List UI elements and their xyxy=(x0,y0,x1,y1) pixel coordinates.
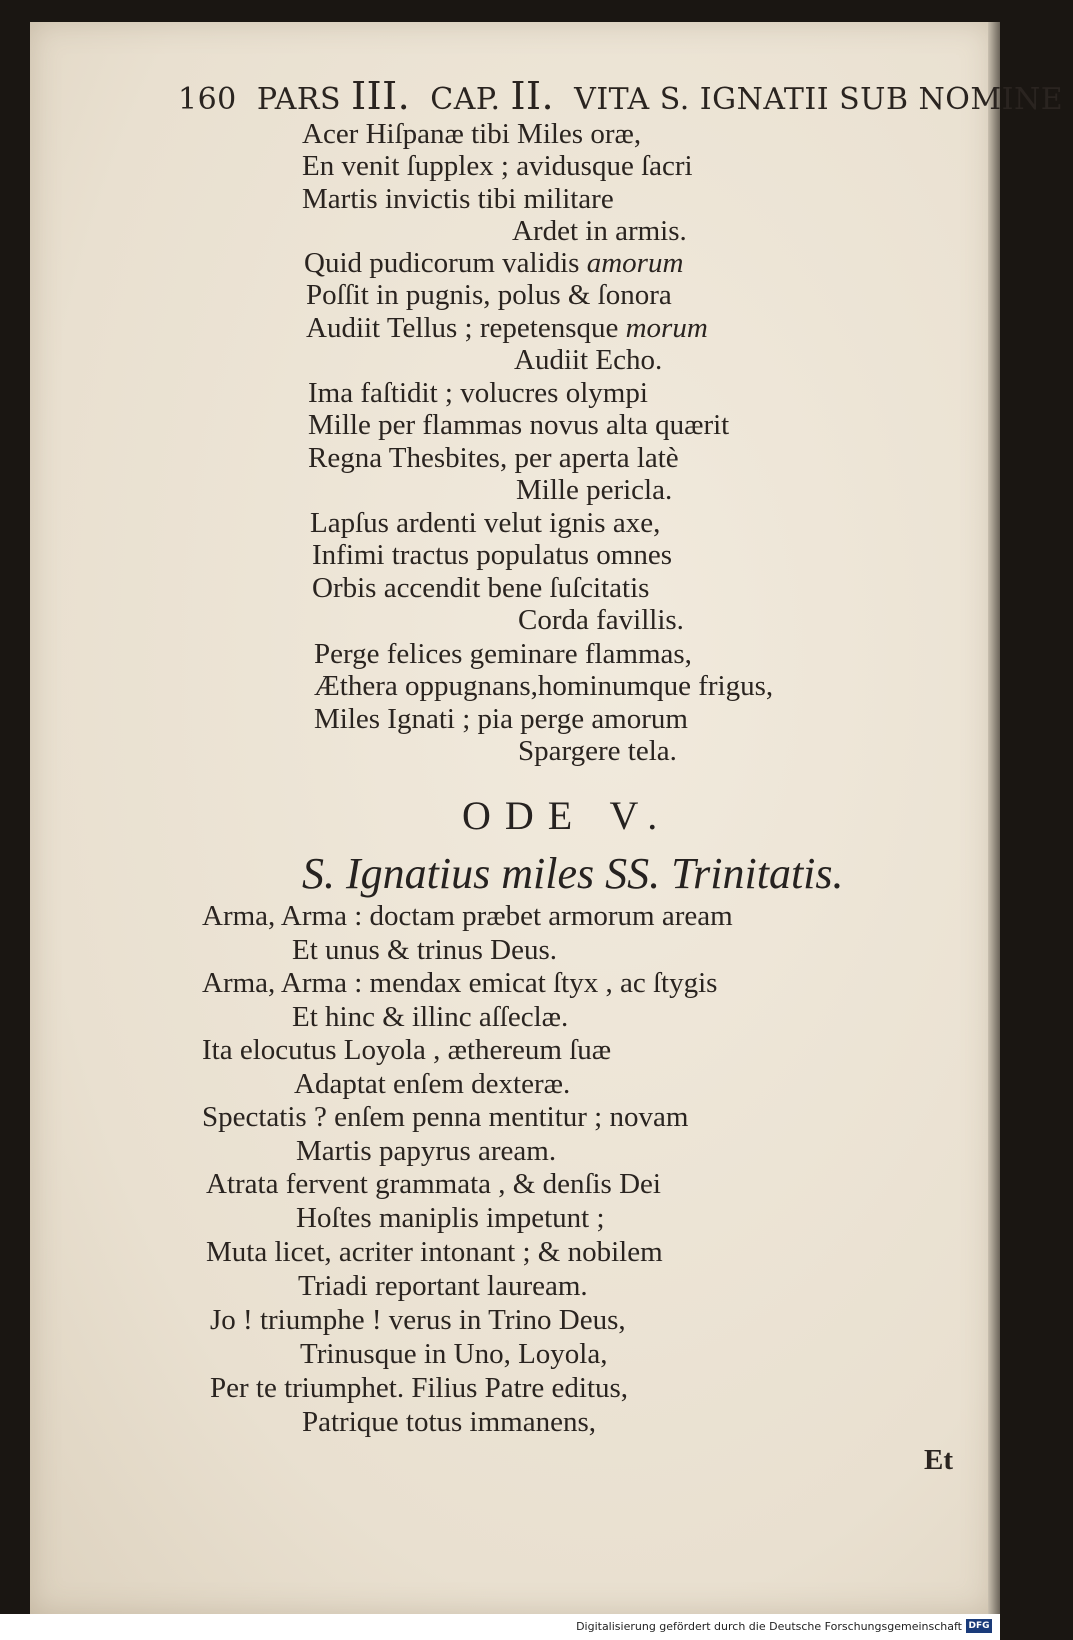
cap-label: CAP. xyxy=(430,82,501,117)
verse-line: Lapſus ardenti velut ignis axe, xyxy=(310,507,661,539)
verse-line: Martis invictis tibi militare xyxy=(302,183,614,215)
verse-line: Ardet in armis. xyxy=(512,215,687,247)
verse-line: Spargere tela. xyxy=(518,735,677,767)
verse-line: Orbis accendit bene ſuſcitatis xyxy=(312,572,650,604)
ode-line: Trinusque in Uno, Loyola, xyxy=(300,1338,608,1370)
dfg-logo: DFG xyxy=(966,1619,992,1633)
verse-line: Infimi tractus populatus omnes xyxy=(312,539,673,571)
verse-line: Regna Thesbites, per aperta latè xyxy=(308,442,679,474)
ode-line: Patrique totus immanens, xyxy=(302,1406,596,1438)
ode-line: Adaptat enſem dexteræ. xyxy=(294,1068,571,1100)
cap-number: II. xyxy=(510,74,555,118)
verse-line: En venit ſupplex ; avidusque ſacri xyxy=(302,150,693,182)
ode-line: Spectatis ? enſem penna mentitur ; novam xyxy=(202,1101,689,1133)
verse-line: Corda favillis. xyxy=(518,604,684,636)
verse-line: Audiit Echo. xyxy=(514,344,663,376)
ode-line: Jo ! triumphe ! verus in Trino Deus, xyxy=(210,1304,626,1336)
pars-label: PARS xyxy=(256,82,342,117)
ode-line: Hoſtes maniplis impetunt ; xyxy=(296,1202,605,1234)
footer-bar xyxy=(0,1614,1000,1640)
ode-line: Martis papyrus aream. xyxy=(296,1135,557,1167)
ode-line: Muta licet, acriter intonant ; & nobilem xyxy=(206,1236,663,1268)
ode-subtitle: S. Ignatius miles SS. Trinitatis. xyxy=(302,849,844,898)
footer-credit: Digitalisierung gefördert durch die Deutsche Forschungsgemeinschaft xyxy=(576,1620,962,1633)
ode-title: ODE V. xyxy=(462,793,672,838)
pars-number: III. xyxy=(351,74,411,118)
verse-line: Ima faſtidit ; volucres olympi xyxy=(308,377,648,409)
ode-line: Arma, Arma : doctam præbet armorum aream xyxy=(202,900,733,932)
verse-text: Audiit Tellus ; repetensque xyxy=(306,312,619,344)
page-edge xyxy=(988,22,1000,1614)
verse-line xyxy=(304,247,683,279)
catchword: Et xyxy=(924,1444,953,1476)
italic-word: morum xyxy=(625,312,708,344)
verse-line: Mille per flammas novus alta quærit xyxy=(308,409,730,441)
ode-line: Per te triumphet. Filius Patre editus, xyxy=(210,1372,629,1404)
running-header xyxy=(178,74,1064,118)
verse-line: Acer Hiſpanæ tibi Miles oræ, xyxy=(302,118,642,150)
verse-line: Æthera oppugnans,hominumque frigus, xyxy=(314,670,774,702)
ode-line: Arma, Arma : mendax emicat ſtyx , ac ſtygis xyxy=(202,967,718,999)
page-number: 160 xyxy=(178,82,237,117)
verse-text: Quid pudicorum validis xyxy=(304,247,580,279)
verse-line xyxy=(306,312,708,344)
verse-line: Perge felices geminare flammas, xyxy=(314,638,692,670)
ode-line: Ita elocutus Loyola , æthereum ſuæ xyxy=(202,1034,612,1066)
ode-line: Triadi reportant lauream. xyxy=(298,1270,588,1302)
italic-word: amorum xyxy=(586,247,684,279)
ode-line: Et hinc & illinc aſſeclæ. xyxy=(292,1001,569,1033)
verse-line: Poſſit in pugnis, polus & ſonora xyxy=(306,279,672,311)
running-title: VITA S. IGNATII SUB NOMINE xyxy=(574,82,1064,117)
ode-line: Atrata fervent grammata , & denſis Dei xyxy=(206,1168,661,1200)
verse-line: Mille pericla. xyxy=(516,474,673,506)
verse-line: Miles Ignati ; pia perge amorum xyxy=(314,703,688,735)
ode-line: Et unus & trinus Deus. xyxy=(292,934,558,966)
